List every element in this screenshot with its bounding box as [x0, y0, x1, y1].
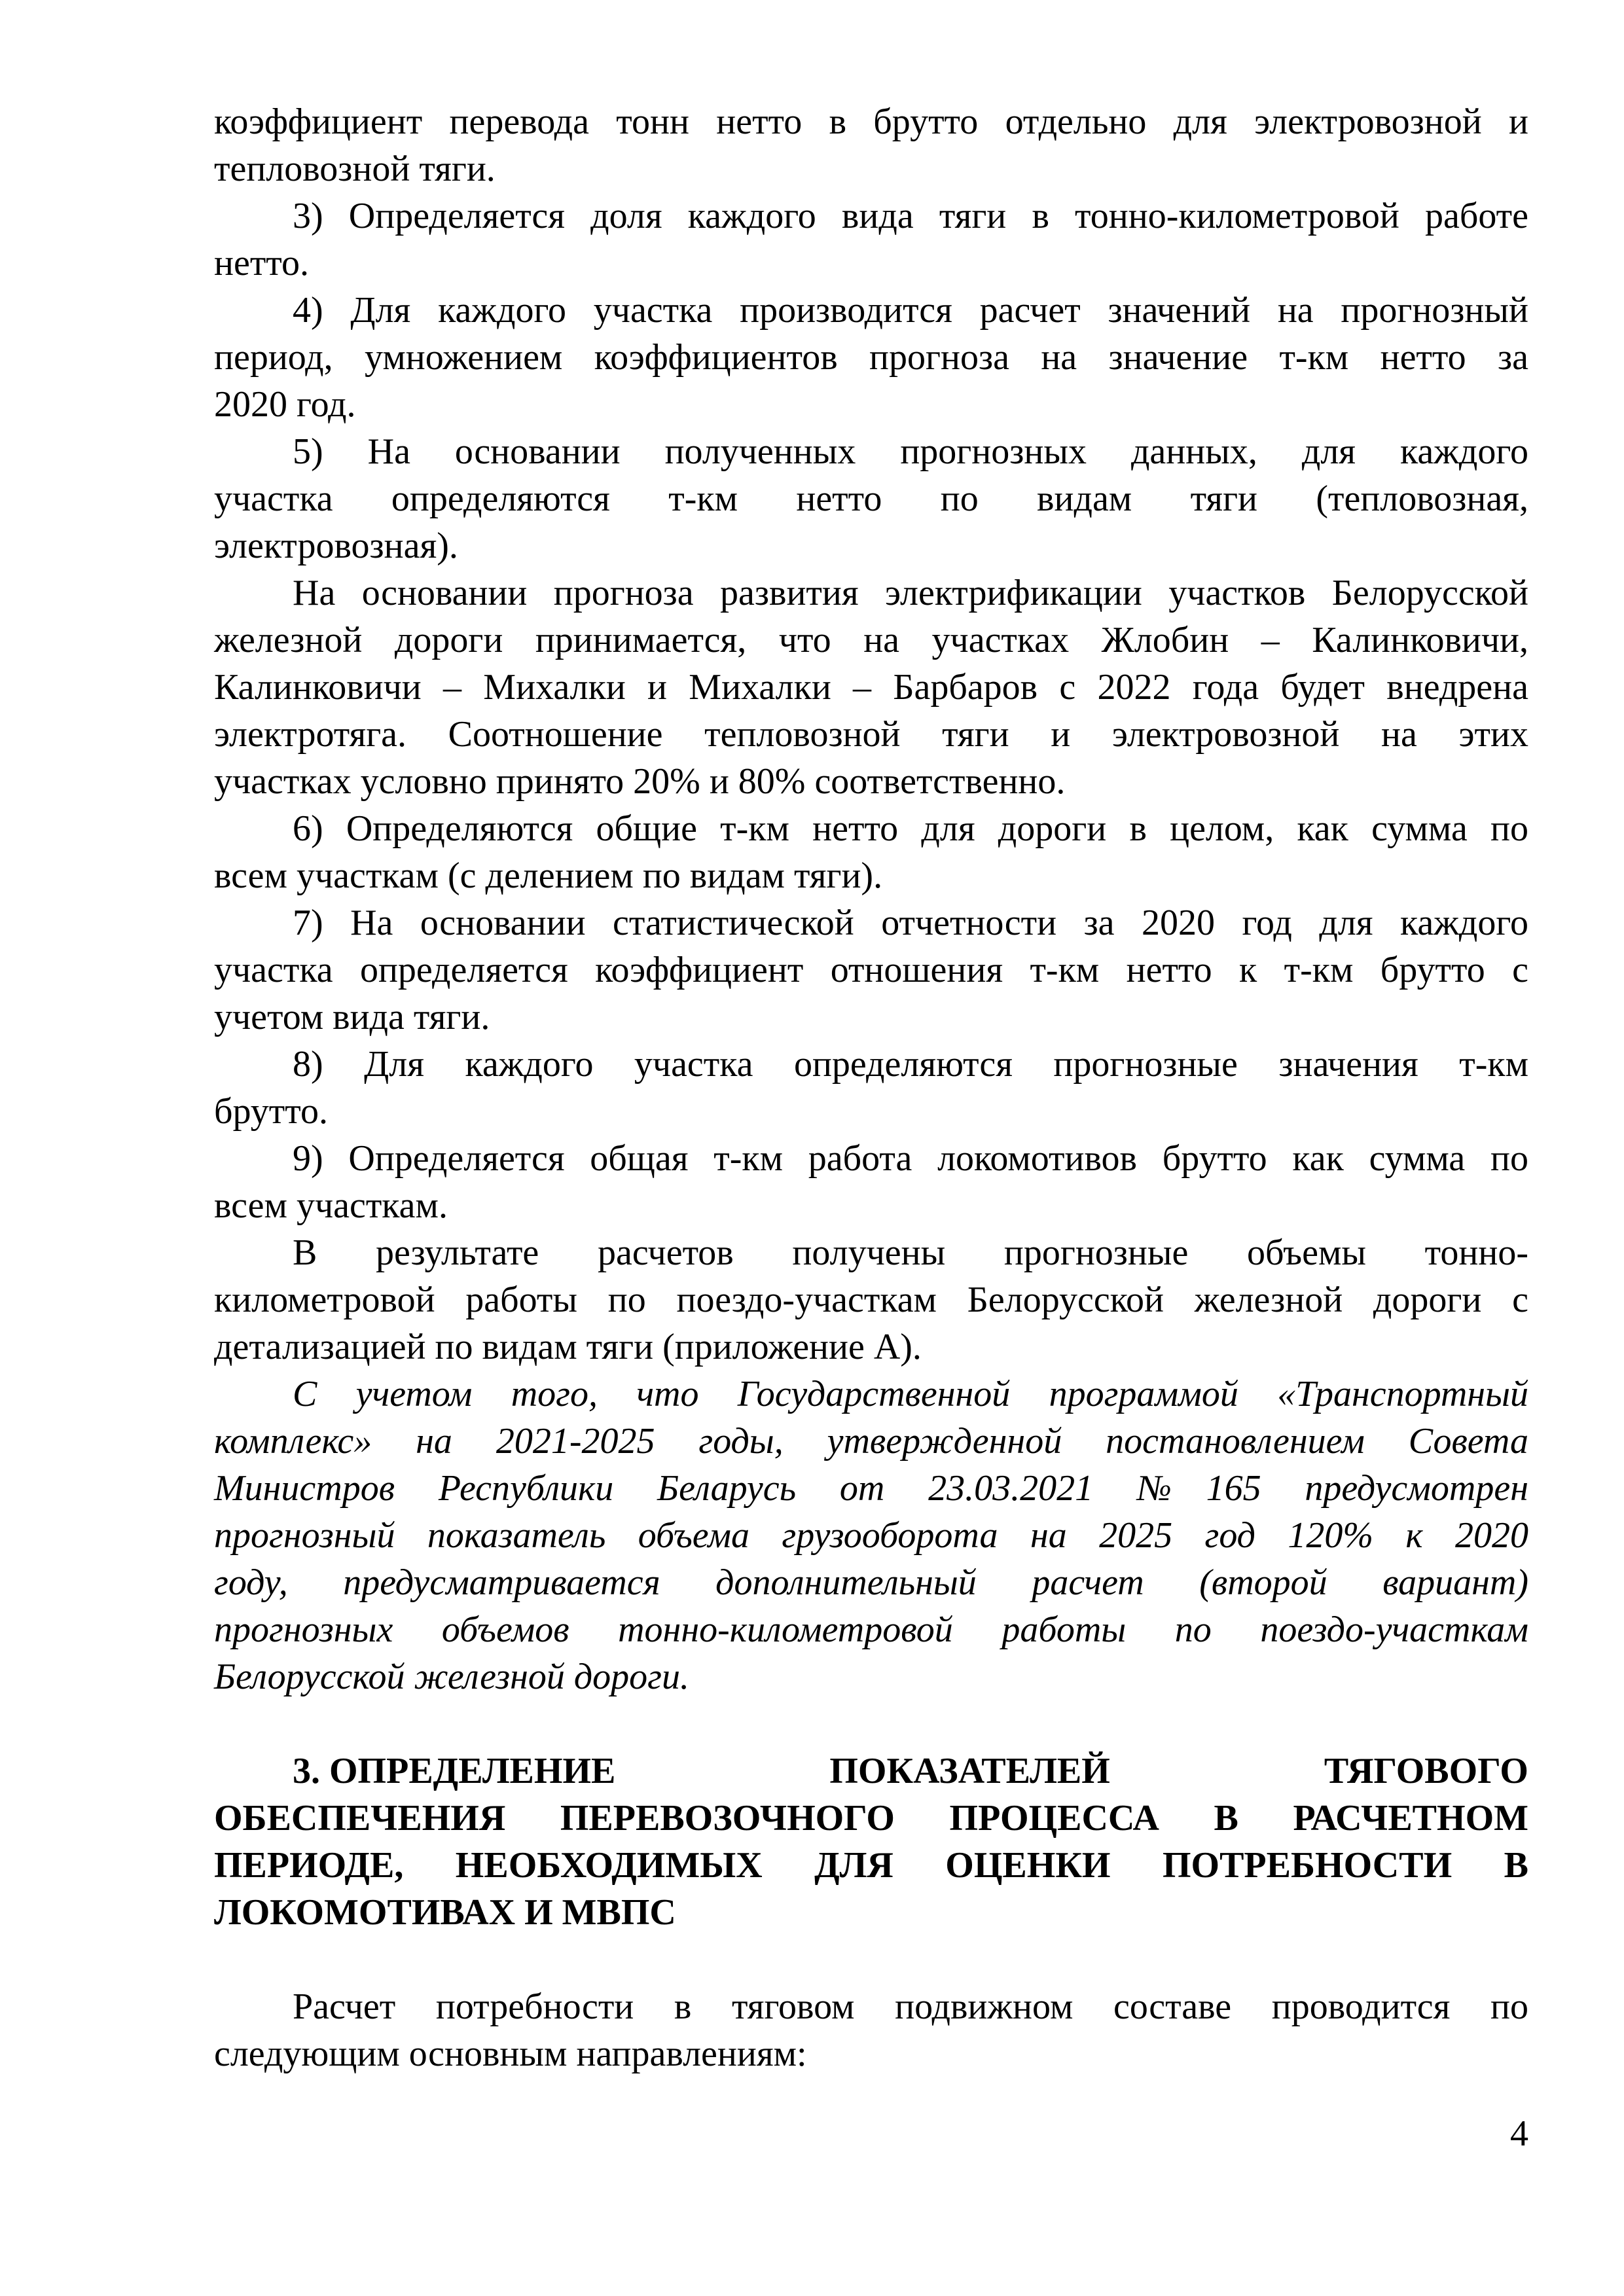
- text-line: следующим основным направлениям:: [214, 2034, 807, 2074]
- text-line: период, умножением коэффициентов прогноза на значение т-км нетто за: [214, 337, 1528, 378]
- text-line: нетто.: [214, 243, 310, 283]
- text-line: участка определяются т-км нетто по видам тяги (тепловозная,: [214, 478, 1528, 519]
- text-line: Белорусской железной дороги.: [214, 1657, 690, 1697]
- text-line: 9) Определяется общая т-км работа локомотивов брутто как сумма по: [293, 1138, 1528, 1179]
- text-line: 8) Для каждого участка определяются прогнозные значения т-км: [293, 1044, 1528, 1085]
- text-line: Расчет потребности в тяговом подвижном составе проводится по: [293, 1986, 1528, 2027]
- text-line: 2020 год.: [214, 384, 356, 425]
- heading-line: [214, 1748, 1528, 1795]
- text-line: километровой работы по поездо-участкам Белорусской железной дороги с: [214, 1280, 1528, 1320]
- page-number: 4: [1510, 2113, 1528, 2154]
- heading-line: ОБЕСПЕЧЕНИЯ ПЕРЕВОЗОЧНОГО ПРОЦЕССА В РАСЧЕТНОМ: [214, 1798, 1528, 1839]
- text-line: В результате расчетов получены прогнозные объемы тонно-: [293, 1232, 1528, 1273]
- text-line: На основании прогноза развития электрификации участков Белорусской: [293, 573, 1528, 613]
- blank-line: [214, 1936, 1528, 1983]
- text-line: С учетом того, что Государственной программой «Транспортный: [293, 1374, 1528, 1414]
- heading-line: ПЕРИОДЕ, НЕОБХОДИМЫХ ДЛЯ ОЦЕНКИ ПОТРЕБНОСТИ В: [214, 1845, 1528, 1886]
- heading-line: ЛОКОМОТИВАХ И МВПС: [214, 1892, 676, 1933]
- text-line: участка определяется коэффициент отношения т-км нетто к т-км брутто с: [214, 950, 1528, 990]
- text-line: 7) На основании статистической отчетности за 2020 год для каждого: [293, 903, 1528, 943]
- heading-segment: ПОКАЗАТЕЛЕЙ: [829, 1751, 1110, 1791]
- text-line: 3) Определяется доля каждого вида тяги в тонно-километровой работе: [293, 196, 1528, 236]
- text-line: всем участкам.: [214, 1185, 448, 1226]
- text-line: прогнозных объемов тонно-километровой работы по поездо-участкам: [214, 1609, 1528, 1650]
- heading-segment: 3. ОПРЕДЕЛЕНИЕ: [293, 1751, 616, 1791]
- text-line: брутто.: [214, 1091, 328, 1132]
- text-line: 5) На основании полученных прогнозных данных, для каждого: [293, 431, 1528, 472]
- text-line: 4) Для каждого участка производится расчет значений на прогнозный: [293, 290, 1528, 331]
- text-lines: [214, 98, 1528, 2077]
- text-line: Калинковичи – Михалки и Михалки – Барбаров с 2022 года будет внедрена: [214, 667, 1528, 708]
- text-line: учетом вида тяги.: [214, 997, 490, 1037]
- text-line: тепловозной тяги.: [214, 149, 496, 189]
- text-line: 6) Определяются общие т-км нетто для дороги в целом, как сумма по: [293, 808, 1528, 849]
- text-line: всем участкам (с делением по видам тяги).: [214, 855, 883, 896]
- text-line: году, предусматривается дополнительный расчет (второй вариант): [214, 1562, 1528, 1603]
- text-line: детализацией по видам тяги (приложение А).: [214, 1327, 922, 1367]
- text-line: электровозная).: [214, 526, 458, 566]
- text-line: комплекс» на 2021-2025 годы, утвержденной постановлением Совета: [214, 1421, 1528, 1462]
- text-line: прогнозный показатель объема грузооборота на 2025 год 120% к 2020: [214, 1515, 1528, 1556]
- text-line: электротяга. Соотношение тепловозной тяги и электровозной на этих: [214, 714, 1528, 755]
- text-line: участках условно принято 20% и 80% соответственно.: [214, 761, 1066, 802]
- text-line: коэффициент перевода тонн нетто в брутто отдельно для электровозной и: [214, 101, 1528, 142]
- blank-line: [214, 1700, 1528, 1748]
- heading-segment: ТЯГОВОГО: [1324, 1751, 1528, 1791]
- text-line: железной дороги принимается, что на участках Жлобин – Калинковичи,: [214, 620, 1528, 660]
- text-line: Министров Республики Беларусь от 23.03.2021 №165 предусмотрен: [214, 1468, 1528, 1509]
